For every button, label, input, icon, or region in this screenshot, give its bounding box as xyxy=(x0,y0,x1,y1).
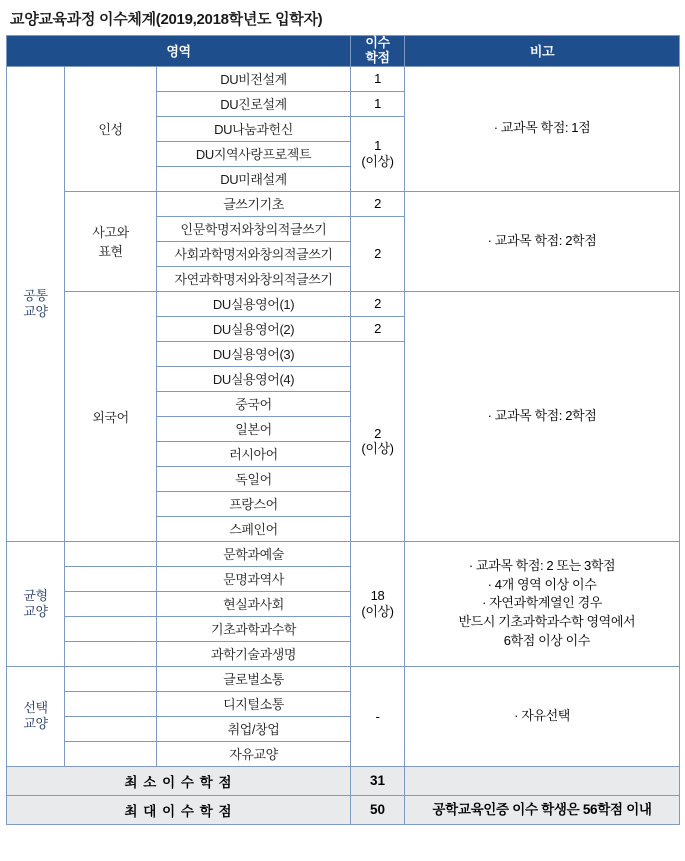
area-label-empty xyxy=(65,691,157,716)
course-name: 사회과학명저와창의적글쓰기 xyxy=(157,241,351,266)
course-name: 현실과사회 xyxy=(157,591,351,616)
course-name: 인문학명저와창의적글쓰기 xyxy=(157,216,351,241)
course-name: DU미래설계 xyxy=(157,166,351,191)
course-name: 일본어 xyxy=(157,416,351,441)
group-label-common xyxy=(7,66,65,541)
group-label-elective xyxy=(7,666,65,766)
note-line: · 교과목 학점: 2 또는 3학점 xyxy=(468,557,616,573)
credit-line1: 2 xyxy=(374,425,381,441)
table-row xyxy=(7,191,680,216)
table-row-total-max xyxy=(7,795,680,824)
total-label: 최 대 이 수 학 점 xyxy=(7,795,351,824)
course-name: DU실용영어(3) xyxy=(157,341,351,366)
area-label-empty xyxy=(65,566,157,591)
course-name: 러시아어 xyxy=(157,441,351,466)
course-name: 문학과예술 xyxy=(157,541,351,566)
credit-line2: (이상) xyxy=(361,153,394,169)
table-row xyxy=(7,66,680,91)
area-note: · 자유선택 xyxy=(405,666,680,766)
course-name: DU나눔과헌신 xyxy=(157,116,351,141)
group-label-line1: 선택 xyxy=(23,700,48,716)
note-line: · 4개 영역 이상 이수 xyxy=(487,576,597,592)
course-name: 스페인어 xyxy=(157,516,351,541)
group-label-line1: 공통 xyxy=(23,287,48,303)
total-credit: 31 xyxy=(351,766,405,795)
group-label-balance xyxy=(7,541,65,666)
course-name: 독일어 xyxy=(157,466,351,491)
course-name: 과학기술과생명 xyxy=(157,641,351,666)
total-label: 최 소 이 수 학 점 xyxy=(7,766,351,795)
area-label-foreign: 외국어 xyxy=(65,291,157,541)
credit-line2: (이상) xyxy=(361,441,394,457)
course-credit: 2 xyxy=(351,216,405,291)
header-credit-line1: 이수 xyxy=(365,35,390,50)
course-name: 자연과학명저와창의적글쓰기 xyxy=(157,266,351,291)
table-body xyxy=(7,66,680,824)
header-credit xyxy=(351,36,405,67)
page-title: 교양교육과정 이수체계(2019,2018학년도 입학자) xyxy=(10,11,323,28)
course-credit: 1 xyxy=(351,66,405,91)
course-name: DU비전설계 xyxy=(157,66,351,91)
header-note: 비고 xyxy=(405,36,680,67)
area-label-empty xyxy=(65,666,157,691)
course-name: DU실용영어(2) xyxy=(157,316,351,341)
credit-line2: (이상) xyxy=(361,603,394,619)
area-label-empty xyxy=(65,716,157,741)
header-credit-line2: 학점 xyxy=(365,49,390,65)
course-credit xyxy=(351,341,405,541)
total-note: 공학교육인증 이수 학생은 56학점 이내 xyxy=(405,795,680,824)
course-credit: 2 xyxy=(351,191,405,216)
area-label-empty xyxy=(65,641,157,666)
curriculum-table xyxy=(6,35,680,825)
group-label-line1: 균형 xyxy=(23,587,48,603)
course-name: 기초과학과수학 xyxy=(157,616,351,641)
header-area: 영역 xyxy=(7,36,351,67)
group-label-line2: 교양 xyxy=(23,303,48,319)
note-line: 6학점 이상 이수 xyxy=(494,633,590,649)
course-credit xyxy=(351,116,405,191)
course-name: 중국어 xyxy=(157,391,351,416)
course-name: DU지역사랑프로젝트 xyxy=(157,141,351,166)
area-label-empty xyxy=(65,591,157,616)
table-row xyxy=(7,541,680,566)
course-credit: 1 xyxy=(351,91,405,116)
table-row xyxy=(7,291,680,316)
area-label-sago xyxy=(65,191,157,291)
area-note: · 교과목 학점: 1점 xyxy=(405,66,680,191)
area-label-empty xyxy=(65,541,157,566)
area-label-line1: 사고와 xyxy=(92,225,129,241)
area-note: · 교과목 학점: 2학점 xyxy=(405,291,680,541)
note-line: 반드시 기초과학과수학 영역에서 xyxy=(448,614,636,630)
credit-line1: 1 xyxy=(374,138,381,154)
area-label-line2: 표현 xyxy=(98,244,123,260)
course-name: DU진로설계 xyxy=(157,91,351,116)
note-line: · 자연과학계열인 경우 xyxy=(482,595,602,611)
course-credit xyxy=(351,541,405,666)
area-label-empty xyxy=(65,741,157,766)
group-label-line2: 교양 xyxy=(23,603,48,619)
course-name: 자유교양 xyxy=(157,741,351,766)
course-name: 프랑스어 xyxy=(157,491,351,516)
credit-line1: 18 xyxy=(370,588,385,604)
area-label-empty xyxy=(65,616,157,641)
course-credit: 2 xyxy=(351,316,405,341)
table-header xyxy=(7,36,680,67)
course-name: DU실용영어(1) xyxy=(157,291,351,316)
course-name: 디지털소통 xyxy=(157,691,351,716)
header-row xyxy=(7,36,680,67)
course-name: 글로벌소통 xyxy=(157,666,351,691)
total-credit: 50 xyxy=(351,795,405,824)
course-name: 문명과역사 xyxy=(157,566,351,591)
course-name: DU실용영어(4) xyxy=(157,366,351,391)
area-note: · 교과목 학점: 2학점 xyxy=(405,191,680,291)
course-name: 취업/창업 xyxy=(157,716,351,741)
table-row-total-min xyxy=(7,766,680,795)
course-credit: 2 xyxy=(351,291,405,316)
area-label-inseong: 인성 xyxy=(65,66,157,191)
total-note xyxy=(405,766,680,795)
table-row xyxy=(7,666,680,691)
area-note xyxy=(405,541,680,666)
course-credit: - xyxy=(351,666,405,766)
group-label-line2: 교양 xyxy=(23,716,48,732)
course-name: 글쓰기기초 xyxy=(157,191,351,216)
